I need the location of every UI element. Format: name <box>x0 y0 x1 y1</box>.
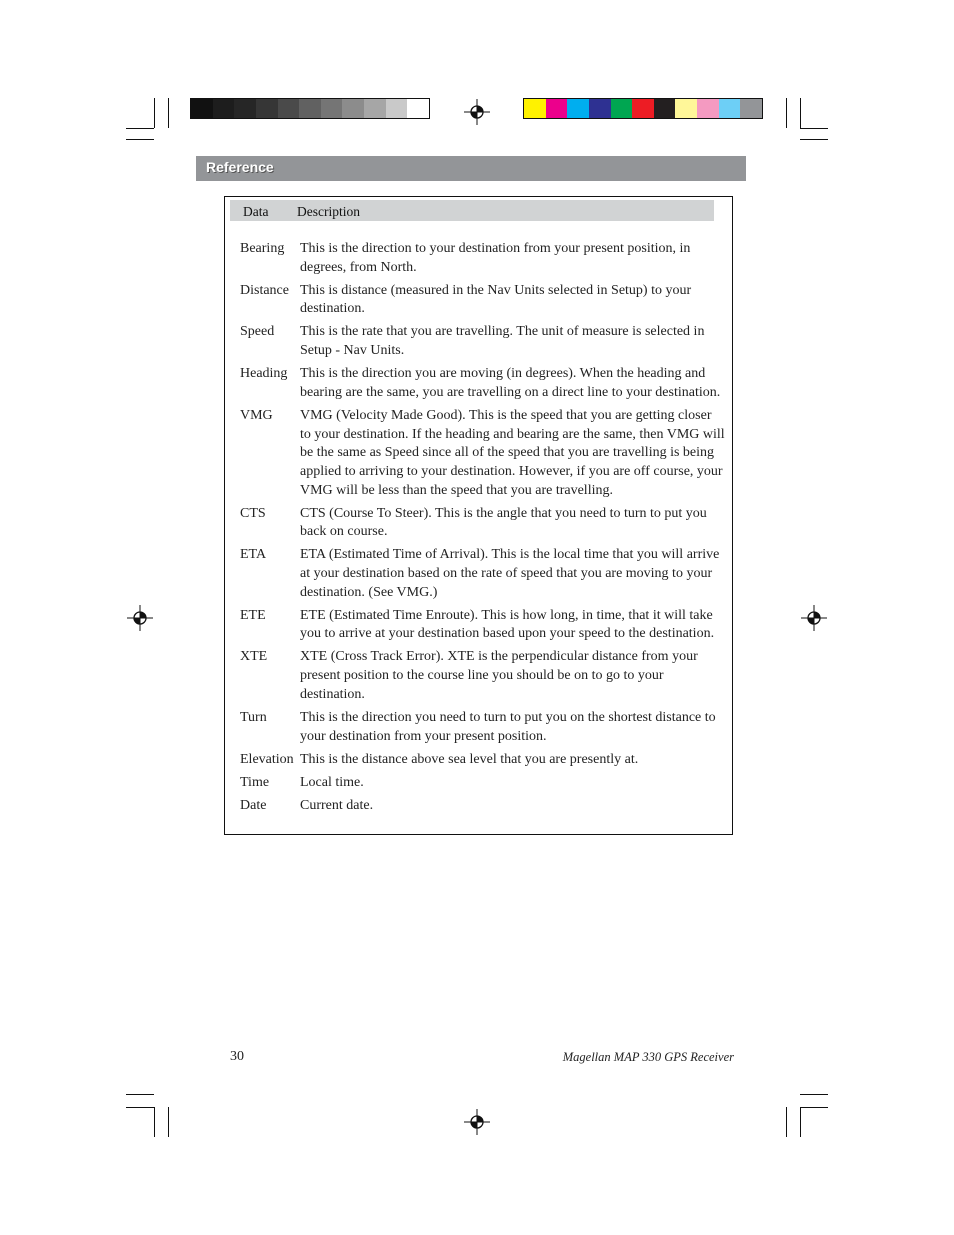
table-row <box>240 774 725 793</box>
column-header-data: Data <box>243 204 269 219</box>
color-swatch <box>632 99 654 118</box>
row-description: This is the rate that you are travelling. The unit of measure is selected in Setup - Nav Units. <box>300 324 705 359</box>
row-term: ETE <box>240 607 266 623</box>
color-swatch <box>567 99 589 118</box>
table-row <box>240 751 725 770</box>
gray-swatch <box>278 99 300 118</box>
color-swatch <box>524 99 546 118</box>
row-description: VMG (Velocity Made Good). This is the speed that you are getting closer to your destination. If the heading and bearing are the same, then VMG will be the same as Speed since all of the speed that you are travelling is being applied to arriving to your destination. However, if you are off course, your VMG will be less than the speed that you are travelling. <box>300 407 725 498</box>
table-row <box>240 607 725 644</box>
gray-swatch <box>407 99 429 118</box>
gray-swatch <box>321 99 343 118</box>
table-row <box>240 709 725 746</box>
row-term: VMG <box>240 407 273 423</box>
page-number: 30 <box>230 1049 244 1064</box>
gray-swatch <box>191 99 213 118</box>
row-term: Distance <box>240 282 289 298</box>
color-swatch <box>546 99 568 118</box>
color-swatch <box>740 99 762 118</box>
table-header <box>230 200 714 221</box>
registration-mark-icon <box>464 1109 490 1135</box>
row-description: This is the direction to your destination from your present position, in degrees, from North. <box>300 241 691 275</box>
color-swatch <box>719 99 741 118</box>
gray-swatch <box>342 99 364 118</box>
color-calibration-strip <box>523 98 763 119</box>
table-row <box>240 407 725 501</box>
section-header-bar <box>196 156 746 181</box>
table-row <box>240 797 725 816</box>
row-description: CTS (Course To Steer). This is the angle that you need to turn to put you back on course. <box>300 505 707 540</box>
registration-mark-icon <box>801 605 827 631</box>
reference-table <box>224 196 733 835</box>
table-row <box>240 323 725 360</box>
row-term: ETA <box>240 547 267 563</box>
table-row <box>240 546 725 602</box>
row-term: Time <box>240 774 270 790</box>
color-swatch <box>654 99 676 118</box>
grayscale-calibration-strip <box>190 98 430 119</box>
row-term: Date <box>240 797 267 813</box>
table-row <box>240 365 725 402</box>
gray-swatch <box>256 99 278 118</box>
color-swatch <box>611 99 633 118</box>
column-header-description: Description <box>297 204 360 219</box>
color-swatch <box>589 99 611 118</box>
color-swatch <box>675 99 697 118</box>
section-title: Reference <box>206 159 274 175</box>
registration-mark-icon <box>127 605 153 631</box>
registration-mark-icon <box>464 99 490 125</box>
gray-swatch <box>213 99 235 118</box>
row-description: Local time. <box>300 774 364 790</box>
gray-swatch <box>386 99 408 118</box>
gray-swatch <box>234 99 256 118</box>
row-description: ETE (Estimated Time Enroute). This is how long, in time, that it will take you to arrive at your destination based upon your speed to the destination. <box>300 607 715 642</box>
row-description: XTE (Cross Track Error). XTE is the perpendicular distance from your present position to the course line you should be on to go to your destination. <box>300 649 698 702</box>
table-body <box>240 240 725 820</box>
color-swatch <box>697 99 719 118</box>
row-description: This is distance (measured in the Nav Units selected in Setup) to your destination. <box>300 282 692 317</box>
table-row <box>240 240 725 277</box>
table-row <box>240 505 725 542</box>
row-term: Heading <box>240 366 288 382</box>
gray-swatch <box>364 99 386 118</box>
row-term: CTS <box>240 505 266 521</box>
row-description: Current date. <box>300 797 374 813</box>
row-description: ETA (Estimated Time of Arrival). This is the local time that you will arrive at your destination based on the rate of speed that you are moving to your destination. (See VMG.) <box>300 547 720 600</box>
row-description: This is the direction you need to turn to put you on the shortest distance to your destination from your present position. <box>300 709 716 744</box>
running-footer-title: Magellan MAP 330 GPS Receiver <box>562 1050 734 1064</box>
table-row <box>240 648 725 704</box>
gray-swatch <box>299 99 321 118</box>
row-term: XTE <box>240 649 268 665</box>
table-row <box>240 282 725 319</box>
row-term: Elevation <box>240 751 294 767</box>
row-term: Speed <box>240 324 275 340</box>
row-description: This is the distance above sea level that you are presently at. <box>300 751 639 767</box>
row-description: This is the direction you are moving (in degrees). When the heading and bearing are the same, you are travelling on a direct line to your destination. <box>300 366 721 400</box>
row-term: Bearing <box>240 241 285 256</box>
row-term: Turn <box>240 709 267 725</box>
